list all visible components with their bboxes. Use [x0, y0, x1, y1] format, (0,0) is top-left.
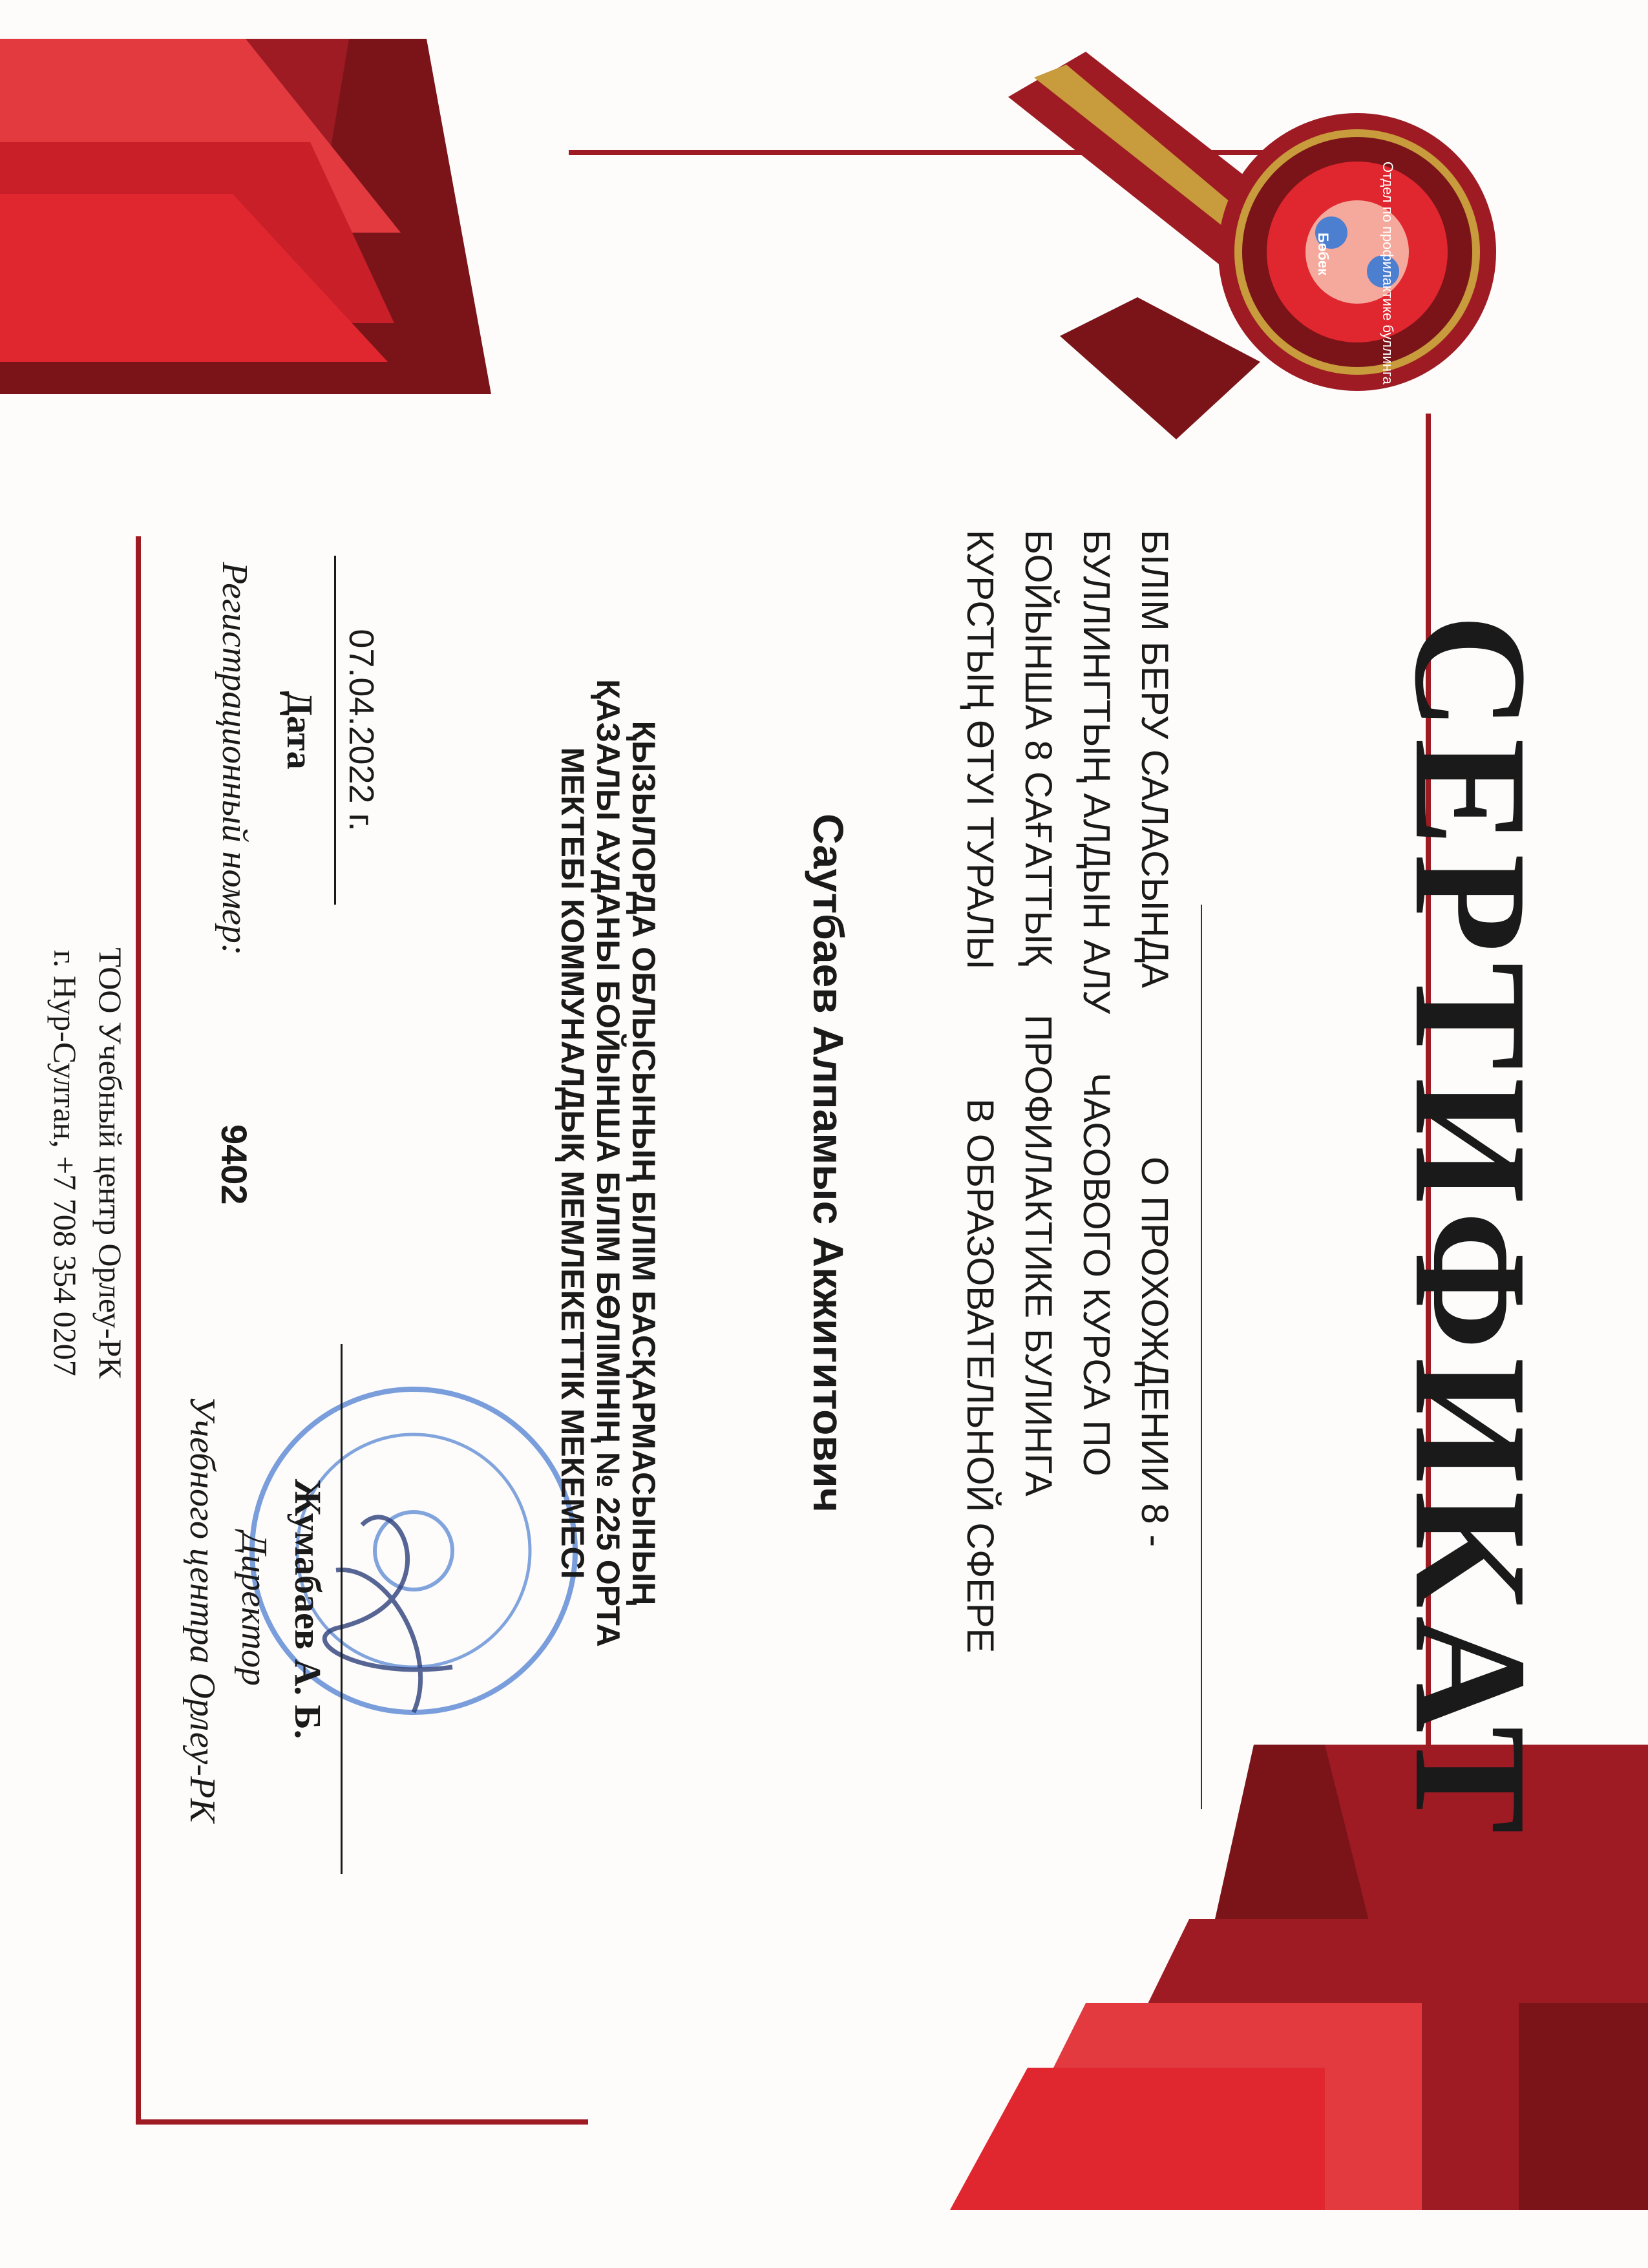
registration-number: 9402 — [214, 1124, 255, 1205]
course-ru-line: ПРОФИЛАКТИКЕ БУЛИНГА — [1017, 1014, 1059, 1496]
certificate-title: СЕРТИФИКАТ — [1381, 614, 1560, 1842]
signature-line — [341, 1344, 343, 1874]
course-kz-line: КУРСТЫҢ ӨТУІ ТУРАЛЫ — [959, 530, 1001, 970]
registration-label: Регистрационный номер: — [215, 562, 255, 956]
badge-label-center: Бөбек — [1315, 233, 1331, 276]
course-ru-line: В ОБРАЗОВАТЕЛЬНОЙ СФЕРЕ — [959, 1098, 1001, 1654]
director-title: Директор — [234, 1531, 274, 1686]
date-underline — [334, 556, 336, 905]
course-kz-line: БУЛЛИНГТЫҢ АЛДЫН АЛУ — [1075, 530, 1117, 1014]
issue-date: 07.04.2022 г. — [342, 629, 381, 832]
course-kz-line: БОЙЫНША 8 САҒАТТЫҚ — [1017, 530, 1059, 966]
organization-line: ҚАЗАЛЫ АУДАНЫ БОЙЫНША БІЛІМ БӨЛІМІНІҢ № 225 ОРТА — [590, 679, 626, 1647]
course-kz-line: БІЛІМ БЕРУ САЛАСЫНДА — [1134, 530, 1176, 989]
director-name: Жумабаев А. Б. — [287, 1478, 329, 1739]
director-organization: Учебного центра Орлеу-РК — [182, 1395, 222, 1823]
organization-line: МЕКТЕБІ КОММУНАЛДЫҚ МЕМЛЕКЕТТІК МЕКЕМЕСІ — [555, 747, 591, 1579]
title-divider — [1201, 905, 1202, 1809]
footer-contact: г. Нур-Султан, +7 708 354 0207 — [47, 950, 83, 1376]
course-ru-line: О ПРОХОЖДЕНИИ 8 - — [1134, 1157, 1176, 1548]
footer-organization: ТОО Учебный центр Орлеу-РК — [92, 947, 129, 1379]
course-ru-line: ЧАСОВОГО КУРСА ПО — [1075, 1073, 1117, 1476]
date-label: Дата — [279, 691, 319, 770]
organization-line: ҚЫЗЫЛОРДА ОБЛЫСЫНЫҢ БІЛІМ БАСҚАРМАСЫНЫҢ — [626, 720, 662, 1606]
recipient-name: Саутбаев Алпамыс Акжигитович — [805, 814, 852, 1513]
badge-label-top: Отдел по профилактике буллинга — [1380, 162, 1396, 384]
